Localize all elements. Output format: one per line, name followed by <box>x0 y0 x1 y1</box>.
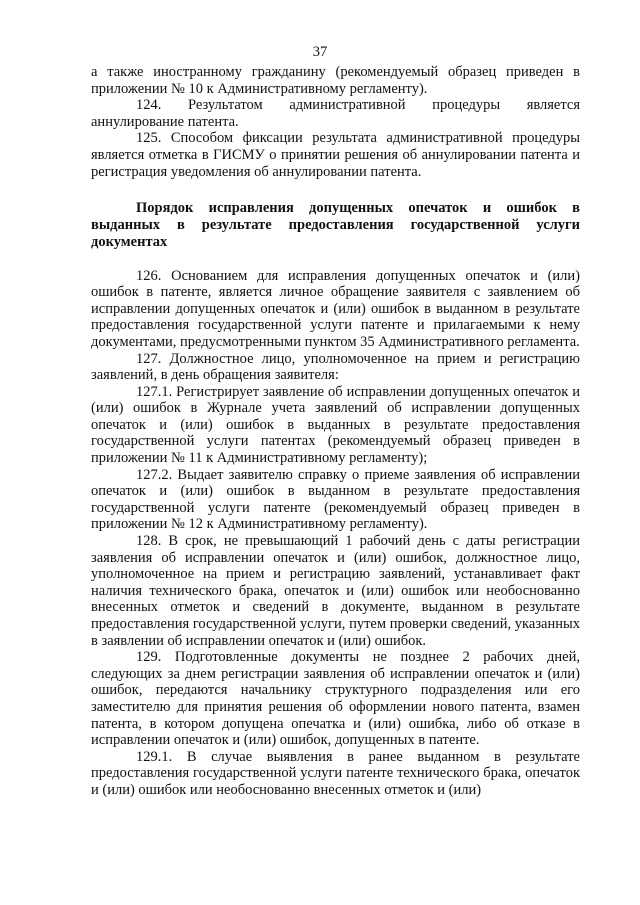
paragraph-continuation: а также иностранному гражданину (рекомендуемый образец приведен в приложении № 10 к Административному регламенту). <box>91 64 580 97</box>
paragraph-127: 127. Должностное лицо, уполномоченное на прием и регистрацию заявлений, в день обращения заявителя: <box>91 350 580 384</box>
paragraph-127-1: 127.1. Регистрирует заявление об исправлении допущенных опечаток и (или) ошибок в Журнале учета заявлений об исправлении допущенных опечаток и (или) ошибок в выданных в результате предоставления государственной услуги патентах (рекомендуемый образец приведен в приложении № 11 к Административному регламенту); <box>91 383 580 467</box>
paragraph-124: 124. Результатом административной процедуры является аннулирование патента. <box>91 97 580 130</box>
paragraph-125: 125. Способом фиксации результата административной процедуры является отметка в ГИСМУ о принятии решения об аннулировании патента и регистрация уведомления об аннулировании патента. <box>91 130 580 180</box>
paragraph-129: 129. Подготовленные документы не позднее 2 рабочих дней, следующих за днем регистрации заявления об исправлении опечаток и (или) ошибок, передаются начальнику структурного подразделения или его заместителю для принятия решения об оформлении нового патента, взамен патента, в котором допущена опечатка и (или) ошибка, либо об отказе в исправлении опечаток и (или) ошибок, допущенных в патенте. <box>91 649 580 749</box>
paragraph-129-1: 129.1. В случае выявления в ранее выданном в результате предоставления государственной услуги патенте технического брака, опечаток и (или) ошибок или необоснованно внесенных отметок и (или) <box>91 748 580 798</box>
paragraph-127-2: 127.2. Выдает заявителю справку о приеме заявления об исправлении опечаток и (или) ошибок в выданном в результате предоставления государственной услуги патенте (рекомендуемый образец приведен в приложении № 12 к Административному регламенту). <box>91 466 580 533</box>
paragraph-128: 128. В срок, не превышающий 1 рабочий день с даты регистрации заявления об исправлении опечаток и (или) ошибок, должностное лицо, уполномоченное на прием и регистрацию заявлений, устанавливает факт наличия технического брака, опечаток и (или) ошибок или необоснованно внесенных отметок и сведений в документе, выданном в результате предоставления государственной услуги, путем проверки сведений, указанных в заявлении об исправлении опечаток и (или) ошибок. <box>91 533 580 649</box>
section-heading: Порядок исправления допущенных опечаток и ошибок в выданных в результате предоставления государственной услуги документах <box>91 200 580 250</box>
document-body <box>91 64 580 799</box>
page-number: 37 <box>312 44 328 60</box>
paragraph-126: 126. Основанием для исправления допущенных опечаток и (или) ошибок в патенте, является личное обращение заявителя с заявлением об исправлении допущенных опечаток и (или) ошибок в выданном в результате предоставления государственной услуги патенте и прилагаемыми к нему документами, предусмотренными пунктом 35 Административного регламента. <box>91 267 580 350</box>
